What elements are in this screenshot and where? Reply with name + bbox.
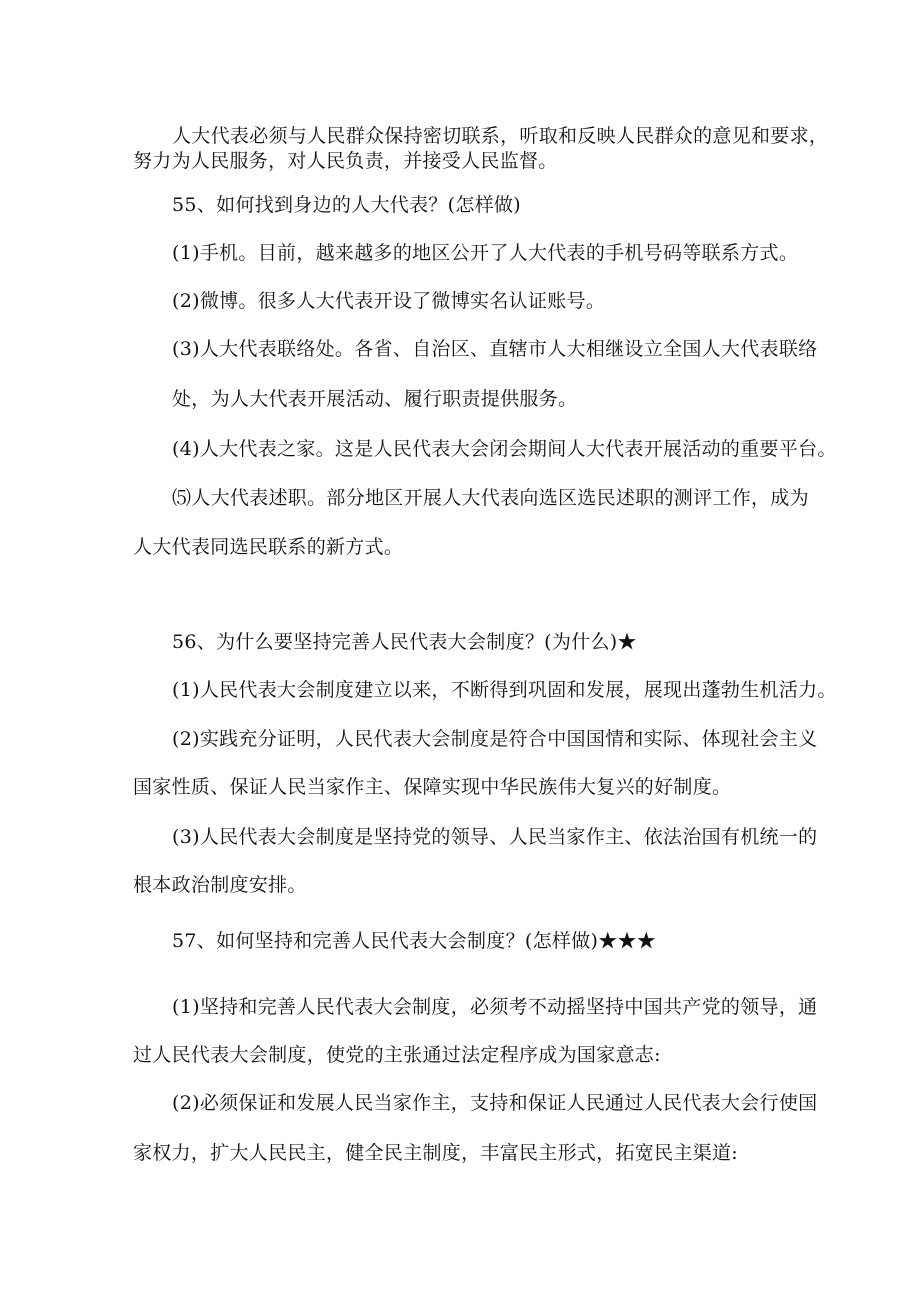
q55-item-5-cont: 人大代表同选民联系的新方式。 <box>133 536 404 558</box>
q56-item-3: (3)人民代表大会制度是坚持党的领导、人民当家作主、依法治国有机统一的 <box>172 826 818 848</box>
q57-item-1: (1)坚持和完善人民代表大会制度，必须考不动摇坚持中国共产党的领导，通 <box>172 996 818 1018</box>
q55-title: 55、如何找到身边的人大代表？(怎样做) <box>172 194 522 216</box>
q56-item-1: (1)人民代表大会制度建立以来，不断得到巩固和发展，展现出蓬勃生机活力。 <box>172 679 837 701</box>
q56-item-2-cont: 国家性质、保证人民当家作主、保障实现中华民族伟大复兴的好制度。 <box>133 776 732 798</box>
intro-line-2: 努力为人民服务，对人民负责，并接受人民监督。 <box>133 150 558 172</box>
q56-item-2: (2)实践充分证明，人民代表大会制度是符合中国国情和实际、体现社会主义 <box>172 728 818 750</box>
q55-item-4: (4)人大代表之家。这是人民代表大会闭会期间人大代表开展活动的重要平台。 <box>172 438 837 460</box>
q56-item-3-cont: 根本政治制度安排。 <box>133 874 307 896</box>
q57-item-2-cont: 家权力，扩大人民民主，健全民主制度，丰富民主形式，拓宽民主渠道: <box>133 1142 739 1164</box>
q57-item-1-cont: 过人民代表大会制度，使党的主张通过法定程序成为国家意志: <box>133 1044 661 1066</box>
q57-title: 57、如何坚持和完善人民代表大会制度？(怎样做)★★★ <box>172 930 657 952</box>
q55-item-1: (1)手机。目前，越来越多的地区公开了人大代表的手机号码等联系方式。 <box>172 242 799 264</box>
q55-item-3-cont: 处，为人大代表开展活动、履行职责提供服务。 <box>172 388 578 410</box>
q55-item-2: (2)微博。很多人大代表开设了微博实名认证账号。 <box>172 290 606 312</box>
q57-item-2: (2)必须保证和发展人民当家作主，支持和保证人民通过人民代表大会行使国 <box>172 1092 818 1114</box>
intro-line-1: 人大代表必须与人民群众保持密切联系，听取和反映人民群众的意见和要求， <box>172 125 829 147</box>
q55-item-5: ⑸人大代表述职。部分地区开展人大代表向选区选民述职的测评工作，成为 <box>172 487 809 509</box>
q56-title: 56、为什么要坚持完善人民代表大会制度？(为什么)★ <box>172 631 637 653</box>
q55-item-3: (3)人大代表联络处。各省、自治区、直辖市人大相继设立全国人大代表联络 <box>172 338 818 360</box>
